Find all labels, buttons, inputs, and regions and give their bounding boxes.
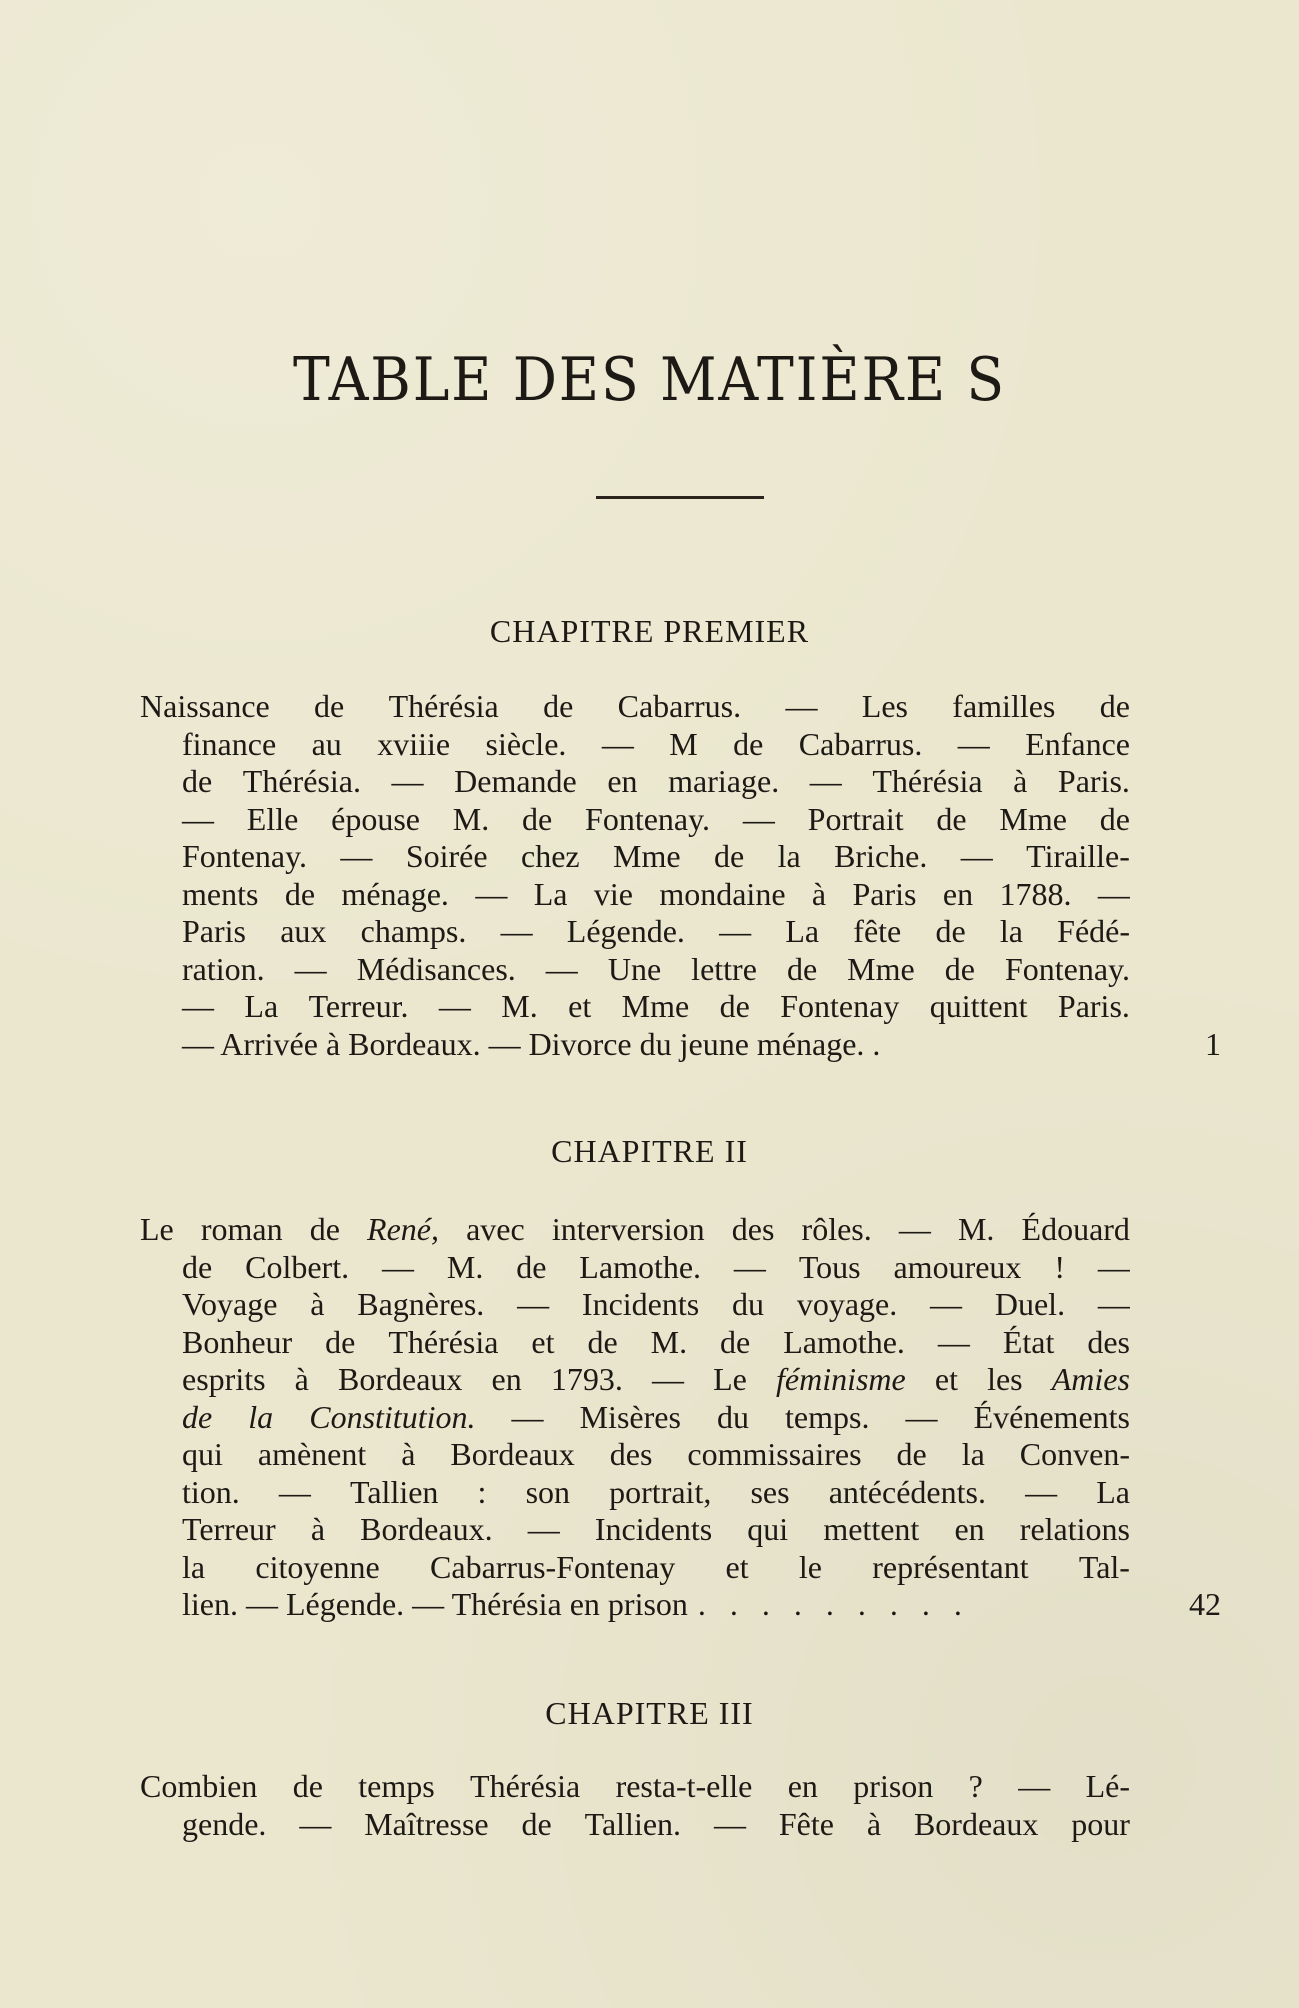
summary-line: Combien de temps Thérésia resta-t-elle en prison ? — Lé-: [140, 1768, 1130, 1804]
summary-line: Naissance de Thérésia de Cabarrus. — Les familles de: [140, 688, 1130, 724]
summary-line: de Thérésia. — Demande en mariage. — Thérésia à Paris.: [182, 763, 1130, 799]
title-divider: [596, 496, 764, 499]
chapter-summary-premier: [140, 688, 1130, 1063]
summary-line: Bonheur de Thérésia et de M. de Lamothe. — État des: [182, 1323, 1130, 1360]
summary-line: qui amènent à Bordeaux des commissaires de la Conven-: [182, 1436, 1130, 1472]
summary-line: — La Terreur. — M. et Mme de Fontenay quittent Paris.: [182, 988, 1130, 1024]
chapter-heading-premier: CHAPITRE PREMIER: [489, 613, 810, 649]
summary-line: lien. — Légende. — Thérésia en prison: [182, 1586, 688, 1622]
chapter-summary-iii: [140, 1768, 1130, 1843]
summary-line: — Arrivée à Bordeaux. — Divorce du jeune ménage. .: [182, 1025, 881, 1062]
summary-line: Paris aux champs. — Légende. — La fête de la Fédé-: [182, 913, 1130, 949]
chapter-summary-ii: [140, 1211, 1130, 1624]
summary-line: de Colbert. — M. de Lamothe. — Tous amoureux ! —: [182, 1248, 1130, 1285]
chapter-page-number: 1: [1205, 1026, 1221, 1062]
summary-line: Le roman de René, avec interversion des rôles. — M. Édouard: [140, 1211, 1130, 1247]
summary-line: ments de ménage. — La vie mondaine à Paris en 1788. —: [182, 875, 1130, 912]
chapter-page-number: 42: [1189, 1586, 1221, 1622]
chapter-heading-iii: CHAPITRE III: [545, 1695, 754, 1731]
summary-line: tion. — Tallien : son portrait, ses antécédents. — La: [182, 1473, 1130, 1510]
summary-line: gende. — Maîtresse de Tallien. — Fête à Bordeaux pour: [182, 1805, 1130, 1842]
summary-line: — Elle épouse M. de Fontenay. — Portrait de Mme de: [182, 800, 1130, 837]
dot-leader: . . . . . . . . .: [697, 1586, 970, 1622]
summary-line: Voyage à Bagnères. — Incidents du voyage. — Duel. —: [182, 1286, 1130, 1322]
summary-line: esprits à Bordeaux en 1793. — Le féminisme et les Amies: [182, 1361, 1130, 1397]
chapter-heading-ii: CHAPITRE II: [551, 1133, 748, 1169]
summary-last-line: [140, 1586, 1130, 1624]
summary-line: ration. — Médisances. — Une lettre de Mme de Fontenay.: [182, 950, 1130, 987]
summary-line: Terreur à Bordeaux. — Incidents qui mettent en relations: [182, 1511, 1130, 1547]
summary-line: de la Constitution. — Misères du temps. — Événements: [182, 1398, 1130, 1435]
summary-line: Fontenay. — Soirée chez Mme de la Briche. — Tiraille-: [182, 838, 1130, 874]
summary-line: la citoyenne Cabarrus-Fontenay et le représentant Tal-: [182, 1548, 1130, 1585]
page-title: TABLE DES MATIÈRE S: [292, 345, 1007, 415]
summary-line: finance au xviiie siècle. — M de Cabarrus. — Enfance: [182, 725, 1130, 762]
